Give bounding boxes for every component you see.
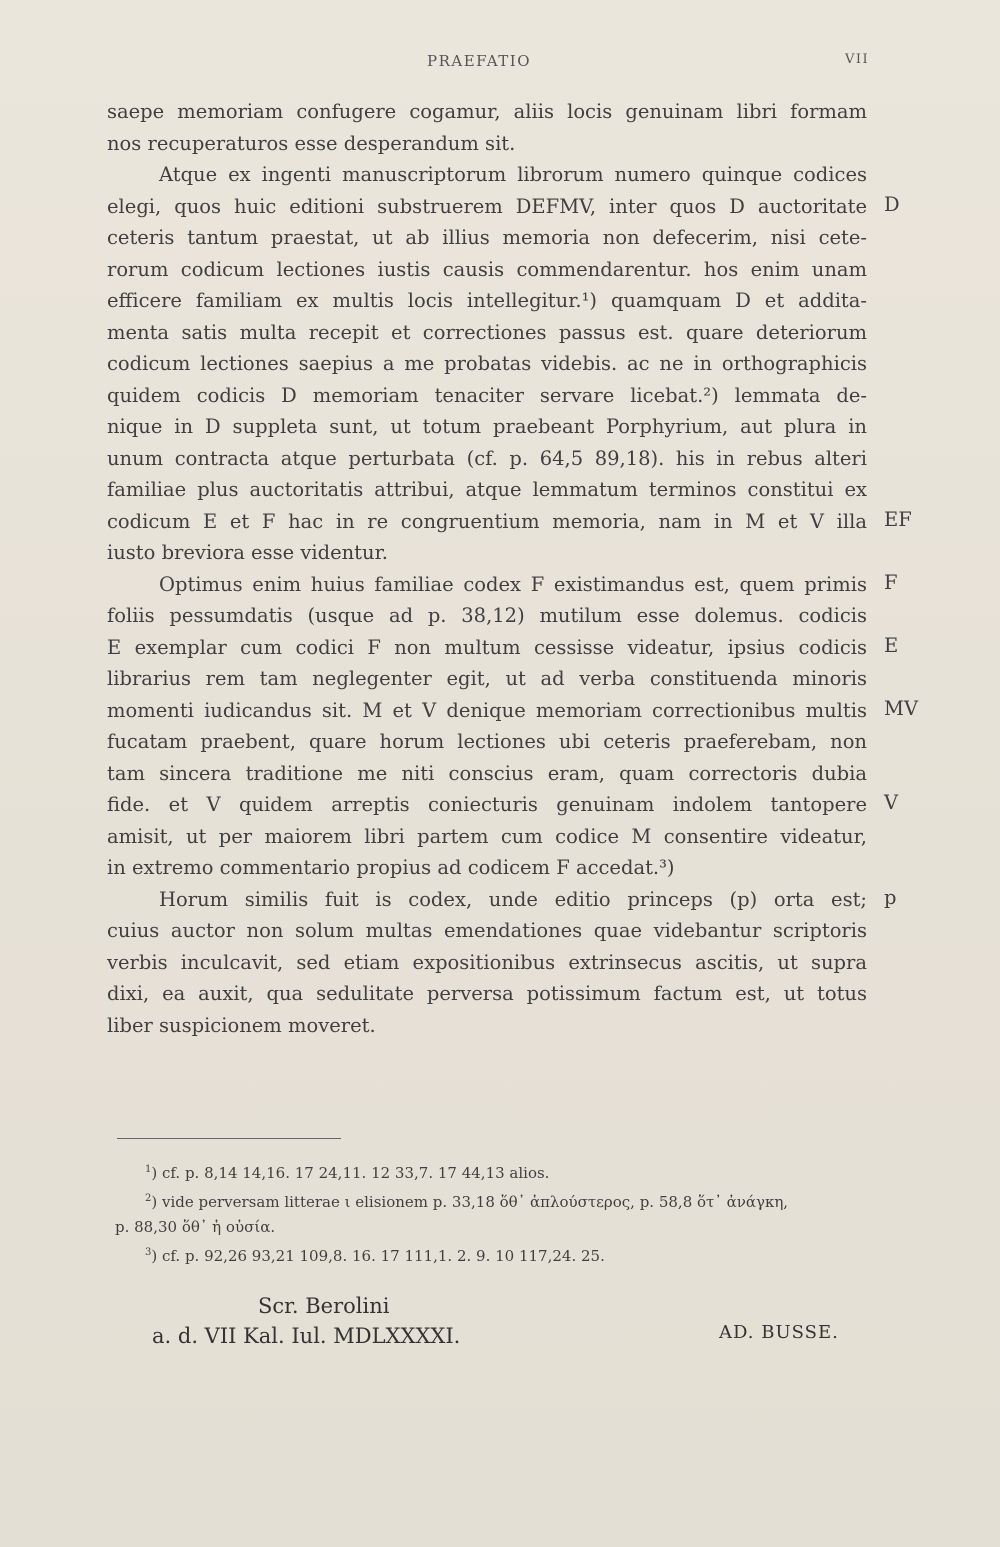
text-line: cuius auctor non solum multas emendationes quae videbantur scriptoris <box>107 919 867 942</box>
text-line: efficere familiam ex multis locis intellegitur.¹) quamquam D et addita- <box>107 289 867 312</box>
signature-author: AD. BUSSE. <box>719 1322 839 1343</box>
footnote <box>115 1215 875 1240</box>
text-line: codicum E et F hac in re congruentium memoria, nam in M et V illa <box>107 509 867 533</box>
footnote-rule <box>117 1138 341 1139</box>
text-line: Horum similis fuit is codex, unde editio princeps (p) orta est; <box>159 887 867 911</box>
signature-place: Scr. Berolini <box>258 1294 390 1318</box>
text-line: fide. et V quidem arreptis coniecturis genuinam indolem tantopere <box>107 793 867 816</box>
footnote-text: ) cf. p. 8,14 14,16. 17 24,11. 12 33,7. 17 44,13 alios. <box>151 1164 550 1182</box>
text-line: menta satis multa recepit et correctiones passus est. quare deteriorum <box>107 320 867 344</box>
footnote-number: 2 <box>145 1193 152 1204</box>
text-line: E exemplar cum codici F non multum cessisse videatur, ipsius codicis <box>107 635 867 659</box>
text-line: verbis inculcavit, sed etiam expositionibus extrinsecus ascitis, ut supra <box>107 950 867 974</box>
margin-siglum: V <box>884 791 899 814</box>
running-header <box>0 52 1000 76</box>
footnote-text: ) vide perversam litterae ι elisionem p. 33,18 ὅθ᾽ ἁπλούστερος, p. 58,8 ὅτ᾽ ἀνάγκη, <box>151 1193 789 1211</box>
signature-date: a. d. VII Kal. Iul. MDLXXXXI. <box>152 1324 461 1348</box>
header-title: PRAEFATIO <box>427 52 532 70</box>
text-line: librarius rem tam neglegenter egit, ut ad verba constituenda minoris <box>107 667 867 690</box>
text-line: Optimus enim huius familiae codex F existimandus est, quem primis <box>159 572 867 596</box>
text-line: saepe memoriam confugere cogamur, aliis locis genuinam libri formam <box>107 100 867 123</box>
preface-body <box>107 96 867 1041</box>
page-number: VII <box>845 52 870 67</box>
footnote <box>115 1186 875 1215</box>
footnote-number: 1 <box>145 1164 152 1175</box>
text-line: fucatam praebent, quare horum lectiones ubi ceteris praeferebam, non <box>107 730 867 753</box>
text-line: elegi, quos huic editioni substruerem DEFMV, inter quos D auctoritate <box>107 194 867 218</box>
text-line: unum contracta atque perturbata (cf. p. 64,5 89,18). his in rebus alteri <box>107 446 867 470</box>
margin-siglum: EF <box>884 507 912 531</box>
text-line: Atque ex ingenti manuscriptorum librorum numero quinque codices <box>159 163 867 186</box>
text-line: ceteris tantum praestat, ut ab illius memoria non defecerim, nisi cete- <box>107 226 867 249</box>
text-line: momenti iudicandus sit. M et V denique memoriam correctionibus multis <box>107 698 867 722</box>
margin-siglum: MV <box>884 696 919 720</box>
text-line: in extremo commentario propius ad codicem F accedat.³) <box>107 856 675 879</box>
footnote-text: p. 88,30 ὅθ᾽ ἡ οὐσία. <box>115 1218 276 1236</box>
footnotes <box>115 1157 875 1269</box>
footnote <box>115 1240 875 1269</box>
footnote-text: ) cf. p. 92,26 93,21 109,8. 16. 17 111,1. 2. 9. 10 117,24. 25. <box>151 1247 605 1265</box>
text-line: amisit, ut per maiorem libri partem cum codice M consentire videatur, <box>107 824 867 848</box>
text-line: dixi, ea auxit, qua sedulitate perversa potissimum factum est, ut totus <box>107 982 867 1005</box>
text-line: foliis pessumdatis (usque ad p. 38,12) mutilum esse dolemus. codicis <box>107 604 867 627</box>
margin-siglum: E <box>884 633 899 657</box>
text-line: quidem codicis D memoriam tenaciter servare licebat.²) lemmata de- <box>107 383 867 407</box>
margin-siglum: F <box>884 570 898 594</box>
footnote <box>115 1157 875 1186</box>
text-line: tam sincera traditione me niti conscius eram, quam correctoris dubia <box>107 761 867 785</box>
margin-siglum: D <box>884 192 900 216</box>
text-line: nique in D suppleta sunt, ut totum praebeant Porphyrium, aut plura in <box>107 415 867 438</box>
text-line: iusto breviora esse videntur. <box>107 541 388 564</box>
text-line: familiae plus auctoritatis attribui, atque lemmatum terminos constitui ex <box>107 478 867 501</box>
text-line: rorum codicum lectiones iustis causis commendarentur. hos enim unam <box>107 257 867 281</box>
footnote-number: 3 <box>145 1247 152 1258</box>
text-line: nos recuperaturos esse desperandum sit. <box>107 131 516 155</box>
text-line: codicum lectiones saepius a me probatas videbis. ac ne in orthographicis <box>107 352 867 375</box>
margin-siglum: p <box>884 885 897 909</box>
text-line: liber suspicionem moveret. <box>107 1013 376 1037</box>
